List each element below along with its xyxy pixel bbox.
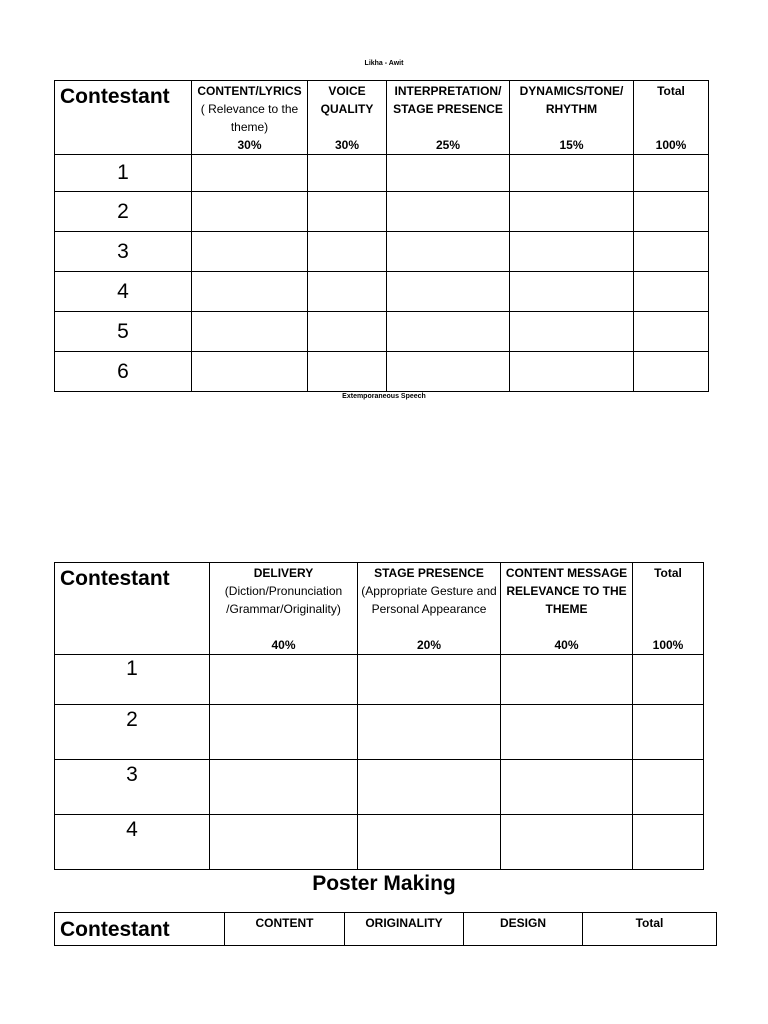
score-cell[interactable]	[308, 272, 387, 312]
criterion-total	[634, 81, 709, 155]
score-cell[interactable]	[510, 352, 634, 392]
score-cell[interactable]	[358, 815, 501, 870]
criterion-total	[583, 913, 717, 946]
criterion-percent: 30%	[334, 138, 360, 152]
criterion-title: CONTENT/LYRICS	[197, 84, 302, 98]
score-cell[interactable]	[501, 815, 633, 870]
criterion-title: STAGE PRESENCE	[374, 566, 484, 580]
criterion-percent: 30%	[237, 138, 262, 152]
total-cell[interactable]	[634, 352, 709, 392]
criterion-subtitle: (Diction/Pronunciation /Grammar/Originality)	[224, 584, 343, 616]
score-cell[interactable]	[308, 232, 387, 272]
contestant-number: 4	[55, 815, 210, 870]
criterion-title: ORIGINALITY	[365, 916, 443, 930]
total-cell[interactable]	[633, 655, 704, 705]
contestant-number: 5	[55, 312, 192, 352]
criterion-percent: 40%	[554, 638, 579, 652]
extemporaneous-speech-score-table	[54, 562, 704, 870]
header-row	[55, 563, 704, 655]
score-cell[interactable]	[192, 155, 308, 192]
table-row	[55, 272, 709, 312]
criterion-percent: 100%	[655, 138, 687, 152]
criterion-title: DYNAMICS/TONE/ RHYTHM	[519, 84, 624, 116]
criterion-content-message	[501, 563, 633, 655]
criterion-percent: 100%	[652, 638, 684, 652]
score-cell[interactable]	[210, 655, 358, 705]
score-cell[interactable]	[192, 312, 308, 352]
total-cell[interactable]	[633, 760, 704, 815]
total-cell[interactable]	[634, 312, 709, 352]
criterion-percent: 20%	[416, 638, 442, 652]
likha-awit-score-table	[54, 80, 709, 392]
score-cell[interactable]	[358, 760, 501, 815]
table-row	[55, 352, 709, 392]
score-cell[interactable]	[387, 272, 510, 312]
criterion-title: DESIGN	[499, 916, 546, 930]
criterion-subtitle: (Appropriate Gesture and Personal Appearance	[361, 584, 497, 616]
table-caption-likha-awit: Likha - Awit	[364, 60, 404, 67]
criterion-percent: 15%	[559, 138, 584, 152]
table-row	[55, 232, 709, 272]
table-row	[55, 655, 704, 705]
score-cell[interactable]	[510, 232, 634, 272]
score-cell[interactable]	[308, 192, 387, 232]
contestant-header: Contestant	[55, 913, 225, 946]
contestant-header: Contestant	[55, 81, 192, 155]
criterion-delivery	[210, 563, 358, 655]
score-cell[interactable]	[210, 815, 358, 870]
contestant-number: 1	[55, 655, 210, 705]
table-row	[55, 760, 704, 815]
score-cell[interactable]	[308, 155, 387, 192]
score-cell[interactable]	[387, 155, 510, 192]
contestant-header: Contestant	[55, 563, 210, 655]
criterion-design	[464, 913, 583, 946]
criterion-originality	[345, 913, 464, 946]
table-row	[55, 815, 704, 870]
criterion-title: CONTENT MESSAGE RELEVANCE TO THE THEME	[505, 566, 628, 616]
score-cell[interactable]	[510, 192, 634, 232]
score-cell[interactable]	[210, 760, 358, 815]
criterion-stage-presence	[358, 563, 501, 655]
poster-making-score-table	[54, 912, 717, 946]
header-row	[55, 81, 709, 155]
total-cell[interactable]	[633, 815, 704, 870]
header-row	[55, 913, 717, 946]
table-row	[55, 192, 709, 232]
criterion-title: Total	[657, 84, 685, 98]
criterion-voice-quality	[308, 81, 387, 155]
criterion-total	[633, 563, 704, 655]
score-cell[interactable]	[358, 655, 501, 705]
criterion-title: DELIVERY	[253, 566, 314, 580]
score-cell[interactable]	[210, 705, 358, 760]
score-cell[interactable]	[510, 155, 634, 192]
score-cell[interactable]	[510, 272, 634, 312]
criterion-percent: 40%	[271, 638, 296, 652]
criterion-subtitle: ( Relevance to the theme)	[200, 102, 299, 134]
total-cell[interactable]	[633, 705, 704, 760]
score-cell[interactable]	[387, 312, 510, 352]
score-cell[interactable]	[192, 192, 308, 232]
criterion-content-lyrics	[192, 81, 308, 155]
score-cell[interactable]	[192, 272, 308, 312]
score-cell[interactable]	[501, 655, 633, 705]
score-cell[interactable]	[358, 705, 501, 760]
contestant-number: 4	[55, 272, 192, 312]
criterion-title: Total	[635, 916, 664, 930]
criterion-interpretation	[387, 81, 510, 155]
criterion-content	[225, 913, 345, 946]
contestant-number: 3	[55, 760, 210, 815]
total-cell[interactable]	[634, 272, 709, 312]
criterion-title: VOICE QUALITY	[320, 84, 374, 116]
score-cell[interactable]	[501, 760, 633, 815]
score-cell[interactable]	[501, 705, 633, 760]
contestant-number: 6	[55, 352, 192, 392]
score-cell[interactable]	[387, 232, 510, 272]
score-cell[interactable]	[308, 312, 387, 352]
table-row	[55, 705, 704, 760]
score-cell[interactable]	[192, 352, 308, 392]
criterion-dynamics	[510, 81, 634, 155]
table-row	[55, 155, 709, 192]
total-cell[interactable]	[634, 232, 709, 272]
contestant-number: 3	[55, 232, 192, 272]
score-cell[interactable]	[192, 232, 308, 272]
score-cell[interactable]	[308, 352, 387, 392]
score-cell[interactable]	[387, 352, 510, 392]
section-title-poster-making: Poster Making	[312, 872, 456, 895]
contestant-number: 2	[55, 705, 210, 760]
table-caption-extemporaneous-speech: Extemporaneous Speech	[342, 393, 426, 400]
table-row	[55, 312, 709, 352]
criterion-percent: 25%	[435, 138, 461, 152]
score-cell[interactable]	[510, 312, 634, 352]
contestant-number: 1	[55, 155, 192, 192]
score-cell[interactable]	[387, 192, 510, 232]
total-cell[interactable]	[634, 155, 709, 192]
total-cell[interactable]	[634, 192, 709, 232]
criterion-title: INTERPRETATION/ STAGE PRESENCE	[393, 84, 503, 116]
criterion-title: CONTENT	[255, 916, 314, 930]
contestant-number: 2	[55, 192, 192, 232]
criterion-title: Total	[654, 566, 682, 580]
